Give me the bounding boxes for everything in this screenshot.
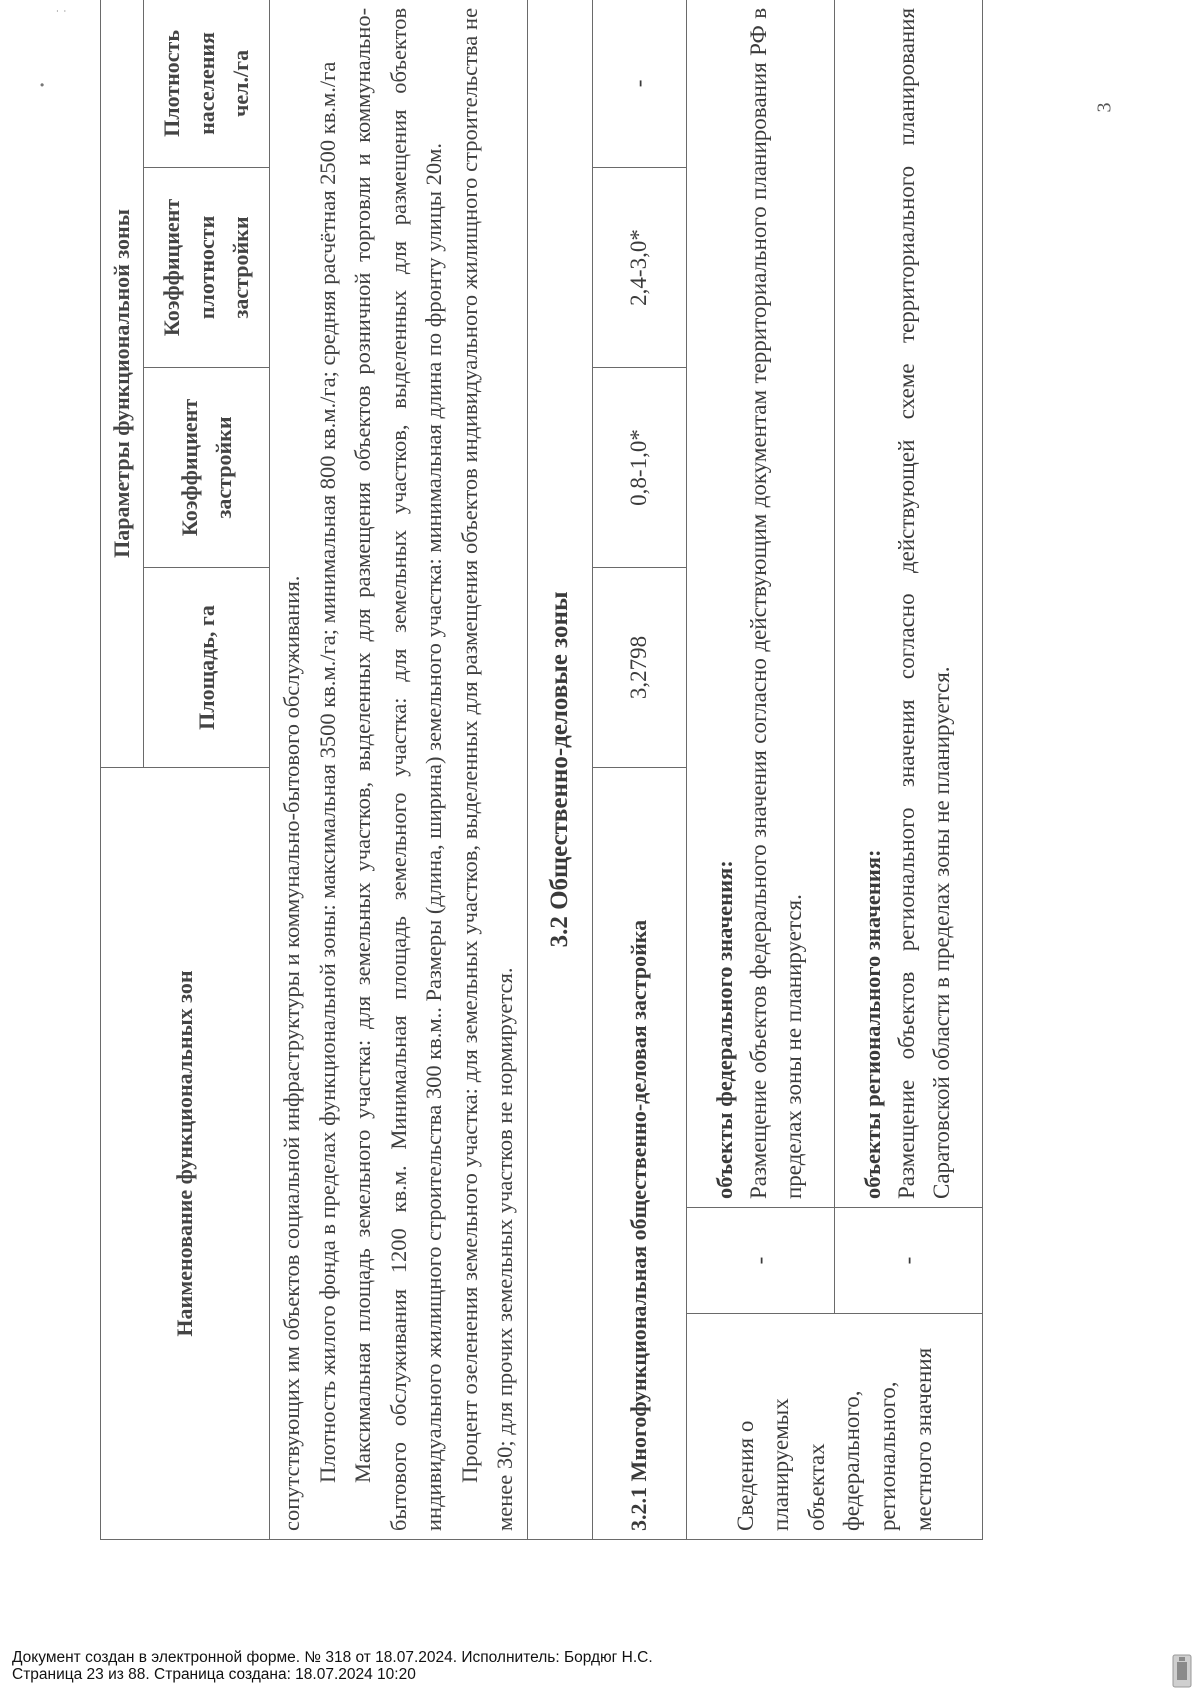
section-title: 3.2 Общественно-деловые зоны xyxy=(527,0,592,1540)
header-population-density: Плотность населения чел./га xyxy=(144,0,270,167)
federal-heading: объекты федерального значения: xyxy=(712,860,738,1199)
zone-coef-density: 2,4-3,0* xyxy=(592,167,686,367)
document-seal-icon xyxy=(1172,1654,1192,1688)
zone-population-density: - xyxy=(592,0,686,167)
zone-area: 3,2798 xyxy=(592,567,686,767)
document-footer xyxy=(12,1649,653,1683)
regional-dash: - xyxy=(834,1208,982,1314)
scan-speck: • xyxy=(40,78,45,92)
footer-line-2: Страница 23 из 88. Страница создана: 18.07.2024 10:20 xyxy=(12,1666,416,1683)
regional-objects-cell xyxy=(834,0,982,1208)
federal-text: Размещение объектов федерального значения согласно действующим документам территориального планирования РФ в пределах зоны не планируется. xyxy=(745,7,807,1199)
zone-description xyxy=(270,0,528,1540)
header-coef-build: Коэффициент застройки xyxy=(144,367,270,567)
header-area: Площадь, га xyxy=(144,567,270,767)
zone-name-cell: 3.2.1 Многофункциональная общественно-деловая застройка xyxy=(592,767,686,1539)
intro-paragraph: сопутствующих им объектов социальной инфраструктуры и коммунально-бытового обслуживания. xyxy=(279,575,305,1531)
regional-heading: объекты регионального значения: xyxy=(860,849,886,1199)
scan-speck: ˙ ˙ xyxy=(56,8,68,22)
federal-objects-cell xyxy=(686,0,834,1208)
header-coef-density: Коэффициент плотности застройки xyxy=(144,167,270,367)
page-number: 3 xyxy=(1093,102,1116,113)
federal-dash: - xyxy=(686,1208,834,1314)
intro-paragraph: Плотность жилого фонда в пределах функциональной зоны: максимальная 3500 кв.м./га; минимальная 800 кв.м./га; средняя расчётная 2500 кв.м./га xyxy=(314,61,340,1483)
footer-line-1: Документ создан в электронной форме. № 318 от 18.07.2024. Исполнитель: Бордюг Н.С. xyxy=(12,1649,653,1666)
rotated-page xyxy=(100,7,1100,1540)
zone-coef-build: 0,8-1,0* xyxy=(592,367,686,567)
intro-paragraph: Процент озеленения земельного участка: для земельных участков, выделенных для размещения объектов индивидуального жилищного строительства не менее 30; для прочих земельных участков не нормируется. xyxy=(456,7,518,1531)
header-zone-name: Наименование функциональных зон xyxy=(101,767,270,1539)
header-params-group: Параметры функциональной зоны xyxy=(101,0,144,767)
regional-text: Размещение объектов регионального значения согласно действующей схеме территориального планирования Саратовской области в пределах зоны не планируется. xyxy=(893,7,955,1199)
zone-parameters-table xyxy=(100,0,983,1540)
planned-objects-label: Сведения о планируемых объектах федерального, регионального, местного значения xyxy=(686,1314,982,1540)
intro-paragraph: Максимальная площадь земельного участка: для земельных участков, выделенных для размещения объектов розничной торговли и коммунально-бытового обслуживания 1200 кв.м. Минимальная площадь земельного участка: для земельных участков, выделенных для размещения объектов индивидуального жилищного строительства 300 кв.м.. Размеры (длина, ширина) земельного участка: минимальная длина по фронту улицы 20м. xyxy=(350,7,447,1531)
